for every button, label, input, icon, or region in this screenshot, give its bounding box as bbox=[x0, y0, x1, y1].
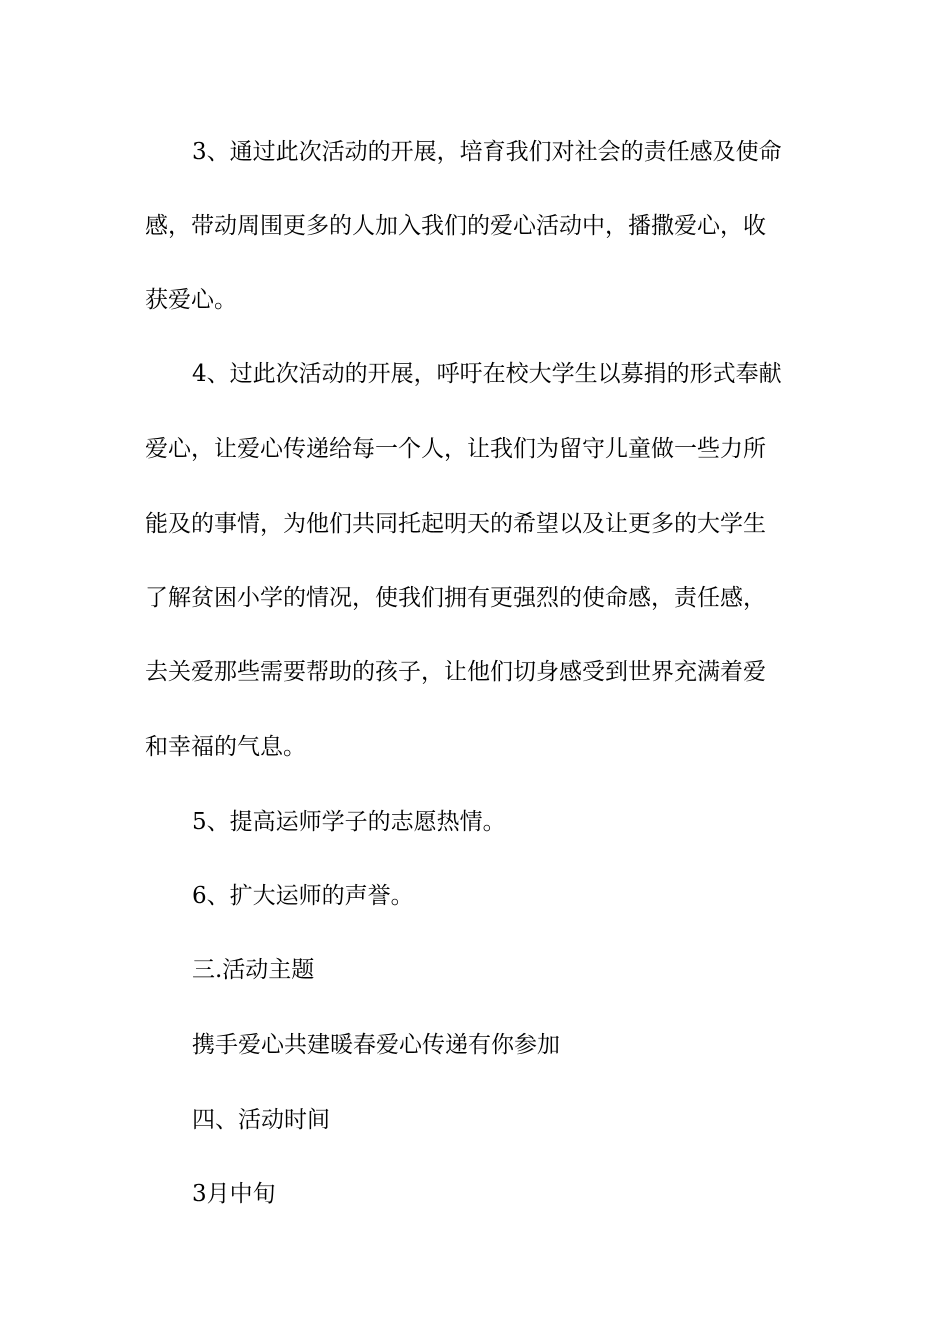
paragraph-4-line-6: 和幸福的气息。 bbox=[145, 734, 306, 760]
paragraph-3-line-1: 3、通过此次活动的开展，培育我们对社会的责任感及使命 bbox=[192, 139, 782, 165]
paragraph-4-line-5: 去关爱那些需要帮助的孩子，让他们切身感受到世界充满着爱 bbox=[145, 659, 766, 685]
paragraph-6: 6、扩大运师的声誉。 bbox=[192, 883, 414, 909]
paragraph-4-line-3: 能及的事情，为他们共同托起明天的希望以及让更多的大学生 bbox=[145, 511, 766, 537]
section-heading-time: 四、活动时间 bbox=[192, 1107, 330, 1133]
paragraph-4-line-2: 爱心，让爱心传递给每一个人，让我们为留守儿童做一些力所 bbox=[145, 436, 766, 462]
paragraph-3-line-2: 感，带动周围更多的人加入我们的爱心活动中，播撒爱心，收 bbox=[145, 213, 766, 239]
time-text: 3月中旬 bbox=[192, 1181, 276, 1207]
section-heading-theme: 三.活动主题 bbox=[192, 957, 315, 983]
paragraph-4-line-1: 4、过此次活动的开展，呼吁在校大学生以募捐的形式奉献 bbox=[192, 361, 782, 387]
paragraph-3-line-3: 获爱心。 bbox=[145, 287, 237, 313]
paragraph-5: 5、提高运师学子的志愿热情。 bbox=[192, 809, 506, 835]
paragraph-4-line-4: 了解贫困小学的情况，使我们拥有更强烈的使命感，责任感， bbox=[145, 585, 766, 611]
theme-text: 携手爱心共建暖春爱心传递有你参加 bbox=[192, 1032, 560, 1058]
